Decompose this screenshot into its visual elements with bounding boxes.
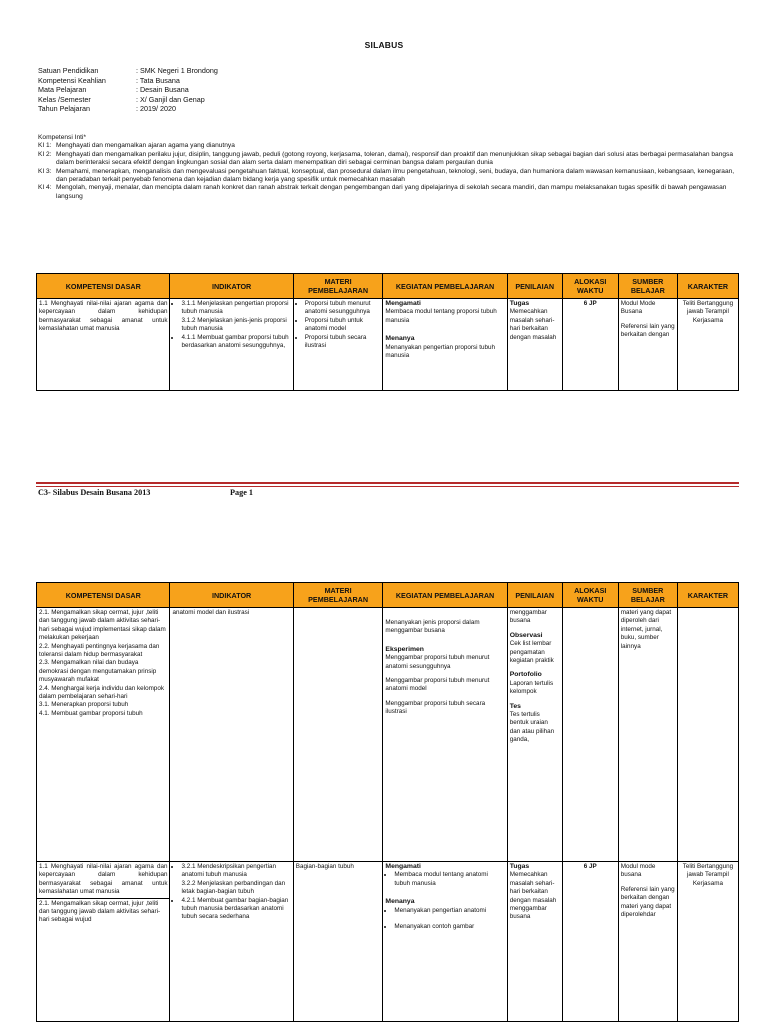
- header-materi: MATERI PEMBELAJARAN: [293, 274, 383, 299]
- identity-row: [38, 104, 218, 114]
- ki-row: [38, 184, 738, 201]
- penilaian-heading: Portofolio: [509, 671, 542, 679]
- ki-label: KI 1:: [38, 142, 52, 150]
- ki-label: KI 2:: [38, 150, 52, 158]
- kegiatan-cell: [383, 862, 507, 1022]
- footer-rule: [36, 482, 739, 484]
- identity-row: [38, 76, 218, 86]
- header-kompetensi-dasar: KOMPETENSI DASAR: [37, 274, 170, 299]
- silabus-table-page-2: [36, 582, 739, 1022]
- header-kegiatan: KEGIATAN PEMBELAJARAN: [383, 583, 507, 608]
- kegiatan-heading: Eksperimen: [385, 645, 424, 653]
- identity-row: [38, 95, 218, 105]
- kegiatan-heading: Mengamati: [385, 300, 421, 307]
- document-title: SILABUS: [364, 40, 404, 50]
- penilaian-text: Memecahkan masalah sehari-hari berkaitan dengan masalah: [509, 308, 557, 341]
- indikator-item: • 3.1.1 Menjelaskan pengertian proporsi tubuh manusia: [181, 300, 290, 317]
- header-kompetensi-dasar: KOMPETENSI DASAR: [37, 583, 170, 608]
- kd-item: 2.1. Mengamalkan sikap cermat, jujur ,teliti dan tanggung jawab dalam aktivitas sehari-hari sebagai wujud implementasi sikap dalam melakukan pekerjaan: [39, 609, 166, 642]
- kd-item: 2.2. Menghayati pentingnya kerjasama dan toleransi dalam hidup bermasyarakat: [39, 642, 160, 659]
- identity-row: [38, 66, 218, 76]
- ki-row: [38, 151, 738, 168]
- kegiatan-text: Menanyakan pengertian proporsi tubuh manusia: [385, 343, 495, 360]
- ki-row: [38, 168, 738, 185]
- kd-item: 4.1. Membuat gambar proporsi tubuh: [39, 709, 143, 717]
- identity-label: Tahun Pelajaran: [38, 104, 90, 114]
- kegiatan-item: • Menanyakan contoh gambar: [394, 923, 504, 931]
- footer-doc-name: C3- Silabus Desain Busana 2013: [38, 488, 151, 497]
- sumber-text: Referensi lain yang berkaitan dengan: [620, 322, 675, 339]
- identity-block: [38, 66, 218, 114]
- penilaian-heading: Tes: [509, 702, 521, 710]
- kegiatan-heading: Menanya: [385, 898, 415, 906]
- identity-value: : Tata Busana: [136, 75, 180, 85]
- materi-text: Bagian-bagian tubuh: [295, 863, 354, 870]
- identity-label: Satuan Pendidikan: [38, 66, 99, 75]
- kd-item: 3.1. Menerapkan proporsi tubuh: [39, 701, 129, 709]
- ki-row: [38, 142, 738, 150]
- header-indikator: INDIKATOR: [170, 274, 293, 299]
- kd-cell: [37, 862, 170, 1022]
- header-sumber: SUMBER BELAJAR: [618, 583, 677, 608]
- karakter-cell: Teliti Bertanggung jawab Terampil Kerjasama: [677, 862, 738, 1022]
- page-2: [0, 510, 768, 1024]
- footer-page-number: Page 1: [230, 488, 253, 497]
- indikator-item: • 3.2.1 Mendeskripsikan pengertian anatomi tubuh manusia: [181, 863, 290, 880]
- page-1: [0, 0, 768, 510]
- kd-text: 1.1 Menghayati nilai-nilai ajaran agama dan kepercayaan dalam kehidupan bermasyarakat sebagai amanat untuk kemaslahatan umat manusia: [39, 300, 168, 333]
- kd-text: 2.1. Mengamalkan sikap cermat, jujur ,teliti dan tanggung jawab dalam aktivitas sehari-hari sebagai wujud: [37, 898, 169, 926]
- table-row: [37, 299, 739, 391]
- header-penilaian: PENILAIAN: [507, 274, 562, 299]
- header-indikator: INDIKATOR: [170, 583, 293, 608]
- penilaian-heading: Tugas: [509, 300, 530, 307]
- kegiatan-text: Menanyakan jenis proporsi dalam menggambar busana: [385, 619, 480, 635]
- materi-cell: [293, 608, 383, 862]
- penilaian-heading: Tugas: [509, 863, 530, 870]
- header-karakter: KARAKTER: [677, 583, 738, 608]
- kegiatan-cell: [383, 299, 507, 391]
- kd-item: 2.4. Menghargai kerja individu dan kelompok dalam pembelajaran sehari-hari: [39, 684, 164, 701]
- ki-label: KI 4:: [38, 184, 52, 192]
- penilaian-cell: [507, 862, 562, 1022]
- footer-rule: [36, 486, 739, 487]
- ki-text: Menghayati dan mengamalkan ajaran agama yang dianutnya: [56, 142, 235, 150]
- identity-value: : Desain Busana: [136, 85, 189, 95]
- header-kegiatan: KEGIATAN PEMBELAJARAN: [383, 274, 507, 299]
- identity-value: : 2019/ 2020: [136, 104, 176, 114]
- sumber-text: Modul mode busana: [620, 863, 656, 879]
- karakter-cell: [677, 608, 738, 862]
- indikator-item: • 4.1.1 Membuat gambar proporsi tubuh berdasarkan anatomi sesungguhnya,: [181, 334, 290, 351]
- kegiatan-cell: [383, 608, 507, 862]
- penilaian-cell: [507, 608, 562, 862]
- header-alokasi: ALOKASI WAKTU: [562, 583, 618, 608]
- table-header-row: [37, 583, 739, 608]
- silabus-table-page-1: [36, 273, 739, 391]
- kegiatan-heading: Mengamati: [385, 863, 421, 870]
- ki-text: Menghayati dan mengamalkan perilaku jujur, disiplin, tanggung jawab, peduli (gotong royong, kerjasama, toleran, damai), responsif dan proaktif dan menunjukkan sikap sebagai bagian dari solusi atas berbagai permasalahan bangsa dalam berinteraksi secara efektif dengan lingkungan sosial dan alam serta dalam menempatkan diri sebagai cerminan bangsa dalam pergaulan dunia: [56, 150, 734, 167]
- indikator-item: 3.2.2 Menjelaskan perbandingan dan letak bagian-bagian tubuh: [181, 879, 286, 896]
- materi-cell: [293, 862, 383, 1022]
- materi-item: • Proporsi tubuh menurut anatomi sesungguhnya: [305, 300, 381, 317]
- ki-text: Memahami, menerapkan, menganalisis dan mengevaluasi pengetahuan faktual, konseptual, dan prosedural dalam ilmu pengetahuan, teknologi, seni, budaya, dan humaniora dalam wawasan kemanusiaan, kebangsaan, kenegaraan, dan peradaban terkait penyebab fenomena dan kejadian dalam bidang kerja yang spesifik untuk memecahkan masalah: [56, 167, 735, 184]
- penilaian-text: Cek list lembar pengamatan kegiatan praktik: [509, 640, 554, 665]
- header-penilaian: PENILAIAN: [507, 583, 562, 608]
- table-row: [37, 608, 739, 862]
- kegiatan-item: • Menanyakan pengertian anatomi: [394, 907, 504, 915]
- materi-item: • Proporsi tubuh secara ilustrasi: [305, 334, 381, 351]
- alokasi-cell: 6 JP: [562, 862, 618, 1022]
- sumber-cell: [618, 862, 677, 1022]
- kegiatan-text: Menggambar proporsi tubuh secara ilustrasi: [385, 699, 486, 716]
- penilaian-cell: [507, 299, 562, 391]
- table-header-row: [37, 274, 739, 299]
- penilaian-text: Tes tertulis bentuk uraian dan atau pilihan ganda,: [509, 711, 555, 744]
- indikator-item: 3.1.2 Menjelaskan jenis-jenis proporsi tubuh manusia: [181, 316, 287, 333]
- penilaian-text: menggambar busana: [509, 609, 547, 625]
- materi-cell: [293, 299, 383, 391]
- sumber-text: materi yang dapat diperoleh dari internet, jurnal, buku, sumber lainnya: [620, 609, 672, 650]
- penilaian-text: Memecahkan masalah sehari-hari berkaitan dengan masalah menggambar busana: [509, 871, 557, 921]
- sumber-cell: [618, 608, 677, 862]
- header-alokasi: ALOKASI WAKTU: [562, 274, 618, 299]
- sumber-text: Referensi lain yang berkaitan dengan materi yang dapat diperolehdar: [620, 885, 675, 919]
- header-sumber: SUMBER BELAJAR: [618, 274, 677, 299]
- alokasi-cell: 6 JP: [562, 299, 618, 391]
- kd-item: 2.3. Mengamalkan nilai dan budaya demokrasi dengan mengutamakan prinsip musyawarah mufakat: [39, 659, 157, 684]
- materi-item: • Proporsi tubuh untuk anatomi model: [305, 317, 381, 334]
- header-karakter: KARAKTER: [677, 274, 738, 299]
- kegiatan-text: Menggambar proporsi tubuh menurut anatomi model: [385, 677, 490, 693]
- kd-cell: [37, 299, 170, 391]
- ki-label: KI 3:: [38, 167, 52, 175]
- identity-label: Kelas /Semester: [38, 94, 91, 104]
- penilaian-text: Laporan tertulis kelompok: [509, 679, 554, 696]
- sumber-cell: [618, 299, 677, 391]
- indikator-cell: [170, 299, 293, 391]
- penilaian-heading: Observasi: [509, 631, 543, 639]
- identity-label: Mata Pelajaran: [38, 85, 87, 95]
- ki-text: Mengolah, menyaji, menalar, dan mencipta dalam ranah konkret dan ranah abstrak terkait dengan pengembangan dari yang dipelajarinya di sekolah secara mandiri, dan mampu melaksanakan tugas spesifik di bawah pengawasan langsung: [56, 184, 727, 200]
- kegiatan-heading: Menanya: [385, 335, 415, 343]
- kegiatan-text: Menggambar proporsi tubuh menurut anatomi sesungguhnya: [385, 654, 490, 670]
- header-materi: MATERI PEMBELAJARAN: [293, 583, 383, 608]
- kegiatan-text: Membaca modul tentang proporsi tubuh manusia: [385, 308, 497, 324]
- sumber-text: Modul Mode Busana: [620, 300, 656, 316]
- ki-heading: Kompetensi Inti*: [38, 134, 87, 141]
- kompetensi-inti-block: [38, 134, 738, 201]
- indikator-cell: [170, 608, 293, 862]
- kd-text: 1.1 Menghayati nilai-nilai ajaran agama dan kepercayaan dalam kehidupan bermasyarakat sebagai amanat untuk kemaslahatan umat manusia: [39, 863, 168, 896]
- identity-row: [38, 85, 218, 95]
- identity-value: : X/ Ganjil dan Genap: [136, 94, 205, 104]
- identity-value: : SMK Negeri 1 Brondong: [136, 66, 218, 75]
- kegiatan-item: • Membaca modul tentang anatomi tubuh manusia: [394, 871, 504, 888]
- karakter-cell: Teliti Bertanggung jawab Terampil Kerjasama: [677, 299, 738, 391]
- indikator-item: • 4.2.1 Membuat gambar bagian-bagian tubuh manusia berdasarkan anatomi tubuh secara sederhana: [181, 897, 290, 922]
- table-row: [37, 862, 739, 1022]
- alokasi-cell: [562, 608, 618, 862]
- indikator-text: anatomi model dan ilustrasi: [172, 609, 250, 616]
- identity-label: Kompetensi Keahlian: [38, 75, 106, 85]
- indikator-cell: [170, 862, 293, 1022]
- kd-cell: [37, 608, 170, 862]
